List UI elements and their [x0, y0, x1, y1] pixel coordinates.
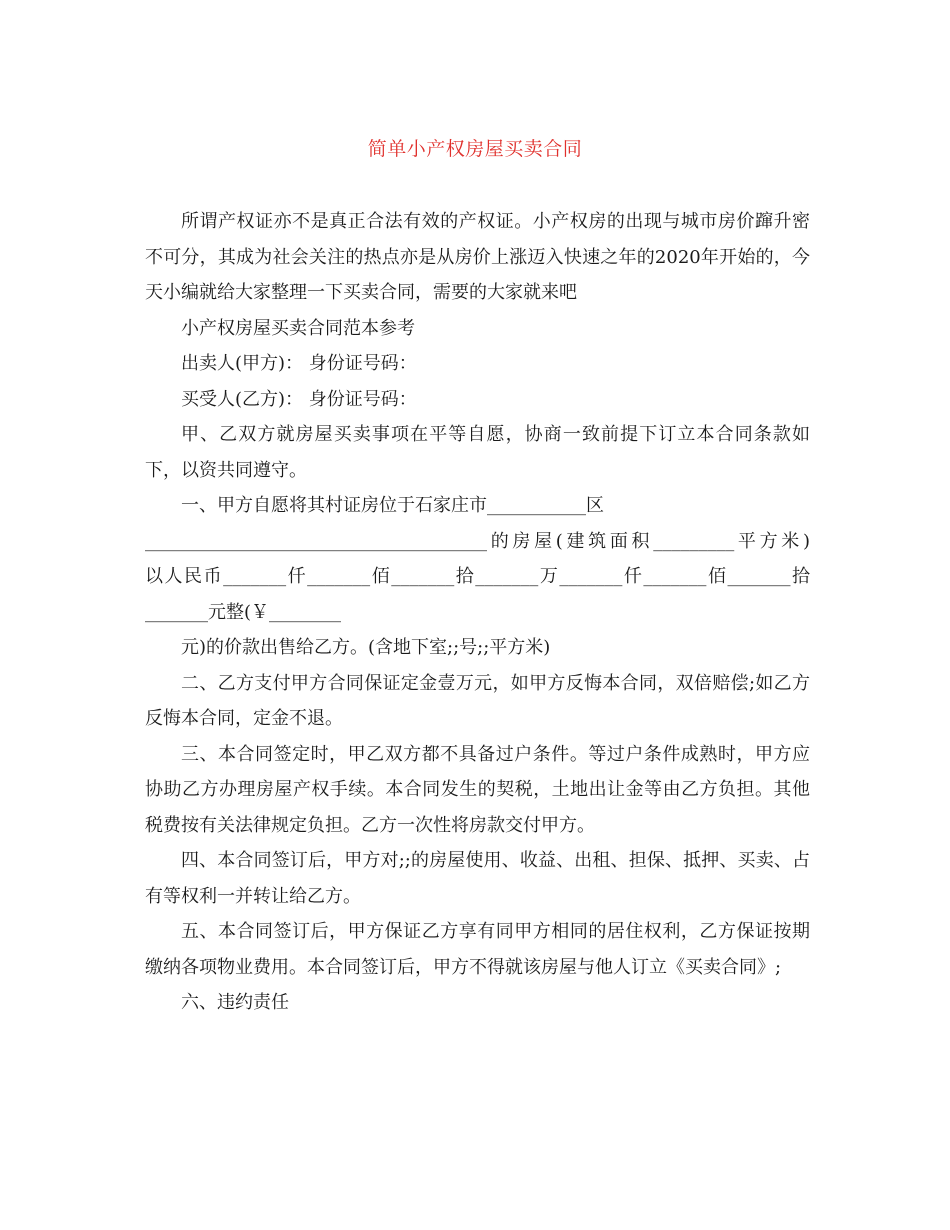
- clause-1-line-2: ______________________________________的房屋(建筑面积_________平方米): [145, 530, 810, 552]
- clause-1-line-4: _______元整(￥________: [145, 601, 342, 623]
- clause-6-heading: 六、违约责任: [181, 992, 289, 1013]
- document-title: 简单小产权房屋买卖合同: [367, 138, 583, 160]
- document-body: [145, 204, 810, 1021]
- clause-1-line-5: 元)的价款出售给乙方。(含地下室;;号;;平方米): [181, 637, 551, 658]
- clause-3: 三、本合同签定时，甲乙双方都不具备过户条件。等过户条件成熟时，甲方应协助乙方办理房屋产权手续。本合同发生的契税，土地出让金等由乙方负担。其他税费按有关法律规定负担。乙方一次性将房款交付甲方。: [145, 743, 810, 836]
- paragraph-buyer: 买受人(乙方)： 身份证号码：: [181, 388, 417, 410]
- paragraph-seller: 出卖人(甲方)： 身份证号码：: [181, 353, 417, 374]
- clause-4: 四、本合同签订后，甲方对;;的房屋使用、收益、出租、担保、抵押、买卖、占有等权利一并转让给乙方。: [145, 850, 810, 907]
- paragraph-intro: 所谓产权证亦不是真正合法有效的产权证。小产权房的出现与城市房价蹿升密不可分，其成为社会关注的热点亦是从房价上涨迈入快速之年的2020年开始的，今天小编就给大家整理一下买卖合同，需要的大家就来吧: [145, 211, 810, 303]
- paragraph-template-heading: 小产权房屋买卖合同范本参考: [181, 317, 415, 339]
- clause-1-line-3: 以人民币_______仟_______佰_______拾_______万_______仟_______佰_______拾: [145, 566, 810, 587]
- paragraph-preamble: 甲、乙双方就房屋买卖事项在平等自愿，协商一致前提下订立本合同条款如下，以资共同遵守。: [145, 424, 810, 481]
- clause-5: 五、本合同签订后，甲方保证乙方享有同甲方相同的居住权利，乙方保证按期缴纳各项物业费用。本合同签订后，甲方不得就该房屋与他人订立《买卖合同》;: [145, 921, 810, 978]
- clause-1-line-1: 一、甲方自愿将其村证房位于石家庄市___________区: [181, 495, 604, 516]
- clause-2: 二、乙方支付甲方合同保证定金壹万元，如甲方反悔本合同，双倍赔偿;如乙方反悔本合同，定金不退。: [145, 672, 810, 729]
